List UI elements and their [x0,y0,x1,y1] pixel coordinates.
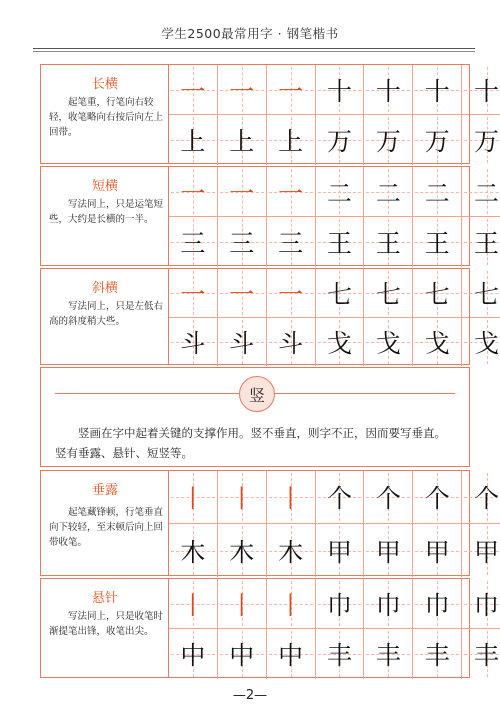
stroke-section [40,268,500,365]
practice-cell [316,217,365,267]
character-glyph: 十 [474,76,500,106]
practice-cell [364,269,413,318]
character-glyph: 戈 [375,328,401,358]
character-glyph: 一 [180,76,206,106]
character-glyph: 斗 [229,328,255,358]
character-glyph: 七 [375,279,401,309]
practice-cell [169,269,218,318]
practice-cell [218,217,267,267]
practice-cell [364,217,413,267]
practice-cell [462,579,500,629]
practice-cell [218,579,267,629]
practice-cell [364,524,413,577]
practice-cell [413,115,462,165]
practice-cell [316,524,365,577]
character-glyph: 戈 [424,328,450,358]
character-glyph: 王 [424,229,450,258]
practice-cell [316,579,365,629]
character-glyph: 三 [229,229,255,258]
character-glyph: 巾 [424,590,450,620]
stroke-section [40,470,500,576]
practice-cell [267,629,316,679]
header-rule [33,48,475,49]
practice-grid [169,167,500,265]
character-glyph: 一 [229,178,255,208]
practice-cell [462,115,500,165]
practice-cell [267,524,316,577]
character-glyph: 万 [375,127,401,156]
practice-cell [462,629,500,679]
practice-cell [218,65,267,115]
practice-cell [267,115,316,165]
character-glyph: 木 [180,537,206,567]
practice-cell [218,524,267,577]
practice-cell [364,318,413,367]
practice-cell [316,471,365,524]
character-glyph: 丰 [375,641,401,670]
practice-cell [413,167,462,217]
character-glyph: 中 [229,641,255,670]
practice-grid [169,579,500,677]
practice-cell [316,167,365,217]
character-glyph: 巾 [326,590,352,620]
character-glyph: 斗 [278,328,304,358]
character-glyph: 万 [474,127,500,156]
character-glyph: 一 [180,279,206,309]
character-glyph: 王 [375,229,401,258]
stroke-description: 写法同上，只是左低右高的斜度稍大些。 [49,301,164,327]
practice-cell [218,167,267,217]
stroke-description: 写法同上，只是收笔时渐提笔出锋，收笔出尖。 [49,611,164,637]
practice-cell [462,167,500,217]
practice-cell [316,269,365,318]
practice-cell [316,318,365,367]
practice-cell [413,318,462,367]
stroke-title: 短横 [91,179,118,194]
practice-cell [462,524,500,577]
stroke-intro-panel [40,367,470,467]
character-glyph: 甲 [326,537,352,567]
practice-cell [364,65,413,115]
practice-cell [364,471,413,524]
practice-cell [462,318,500,367]
practice-cell [316,115,365,165]
practice-cell [267,579,316,629]
practice-cell [462,471,500,524]
character-glyph: 丰 [424,641,450,670]
stroke-title: 长横 [91,77,118,92]
practice-cell [413,471,462,524]
character-glyph: 十 [424,76,450,106]
character-glyph: 丨 [278,590,304,620]
stroke-info [41,167,169,265]
character-glyph: 中 [278,641,304,670]
character-glyph: 二 [326,178,352,208]
character-glyph: 一 [278,279,304,309]
character-glyph: 七 [474,279,500,309]
practice-cell [169,579,218,629]
character-glyph: 巾 [474,590,500,620]
stroke-title: 悬针 [91,591,118,606]
character-glyph: 个 [474,484,500,513]
character-glyph: 万 [326,127,352,156]
character-glyph: 二 [424,178,450,208]
practice-cell [218,269,267,318]
practice-cell [169,318,218,367]
practice-cell [413,579,462,629]
practice-grid [169,269,500,364]
practice-cell [413,65,462,115]
stroke-title: 斜横 [91,281,118,296]
practice-cell [462,269,500,318]
practice-cell [364,579,413,629]
character-glyph: 上 [180,127,206,156]
character-glyph: 甲 [474,537,500,567]
character-glyph: 二 [474,178,500,208]
character-glyph: 十 [326,76,352,106]
character-glyph: 丨 [278,484,304,513]
practice-cell [218,629,267,679]
character-glyph: 丨 [180,484,206,513]
practice-cell [218,318,267,367]
character-glyph: 丰 [326,641,352,670]
character-glyph: 丰 [474,641,500,670]
character-glyph: 一 [180,178,206,208]
page-header: 学生2500最常用字 · 钢笔楷书 [161,26,339,41]
stroke-description: 起笔重，行笔向右较轻，收笔略向右按后向左上回带。 [49,97,164,138]
practice-cell [218,115,267,165]
practice-cell [267,269,316,318]
character-glyph: 一 [278,178,304,208]
character-glyph: 七 [424,279,450,309]
practice-cell [462,65,500,115]
character-glyph: 甲 [424,537,450,567]
character-glyph: 七 [326,279,352,309]
stroke-info [41,579,169,677]
practice-cell [267,167,316,217]
intro-text: 竖画在字中起着关键的支撑作用。竖不垂直，则字不正，因而要写垂直。竖有垂露、悬针、短竖等。 [55,426,446,460]
stroke-description: 起笔藏锋顿，行笔垂直向下较轻，至末顿后向上回带收笔。 [49,507,164,548]
practice-grid [169,471,500,575]
character-glyph: 甲 [375,537,401,567]
practice-cell [169,217,218,267]
practice-cell [169,115,218,165]
character-glyph: 戈 [474,328,500,358]
stroke-badge: 竖 [239,376,275,412]
practice-cell [267,217,316,267]
practice-cell [316,629,365,679]
page-number: —2— [232,688,268,703]
character-glyph: 个 [326,484,352,513]
character-glyph: 一 [278,76,304,106]
practice-cell [169,524,218,577]
stroke-section [40,166,500,266]
character-glyph: 三 [278,229,304,258]
character-glyph: 丨 [229,590,255,620]
practice-cell [316,65,365,115]
character-glyph: 木 [229,537,255,567]
character-glyph: 个 [375,484,401,513]
stroke-title: 垂露 [91,483,118,498]
character-glyph: 戈 [326,328,352,358]
character-glyph: 巾 [375,590,401,620]
practice-cell [267,65,316,115]
practice-cell [413,217,462,267]
practice-cell [169,167,218,217]
practice-cell [218,471,267,524]
practice-cell [267,471,316,524]
practice-cell [169,471,218,524]
practice-grid [169,65,500,163]
character-glyph: 王 [326,229,352,258]
character-glyph: 木 [278,537,304,567]
stroke-section [40,578,500,678]
practice-cell [462,217,500,267]
character-glyph: 一 [229,76,255,106]
practice-cell [267,318,316,367]
stroke-section [40,64,500,164]
stroke-description: 写法同上，只是运笔短些，大约是长横的一半。 [49,199,164,225]
character-glyph: 丨 [180,590,206,620]
character-glyph: 王 [474,229,500,258]
practice-cell [169,65,218,115]
character-glyph: 个 [424,484,450,513]
character-glyph: 三 [180,229,206,258]
practice-cell [364,629,413,679]
character-glyph: 上 [229,127,255,156]
practice-cell [364,115,413,165]
practice-cell [413,269,462,318]
stroke-info [41,65,169,163]
character-glyph: 斗 [180,328,206,358]
character-glyph: 一 [229,279,255,309]
stroke-info [41,471,169,575]
character-glyph: 二 [375,178,401,208]
character-glyph: 上 [278,127,304,156]
header-rule [33,51,475,52]
character-glyph: 丨 [229,484,255,513]
character-glyph: 中 [180,641,206,670]
character-glyph: 万 [424,127,450,156]
character-glyph: 十 [375,76,401,106]
practice-cell [413,524,462,577]
practice-cell [169,629,218,679]
practice-cell [413,629,462,679]
practice-cell [364,167,413,217]
stroke-info [41,269,169,364]
